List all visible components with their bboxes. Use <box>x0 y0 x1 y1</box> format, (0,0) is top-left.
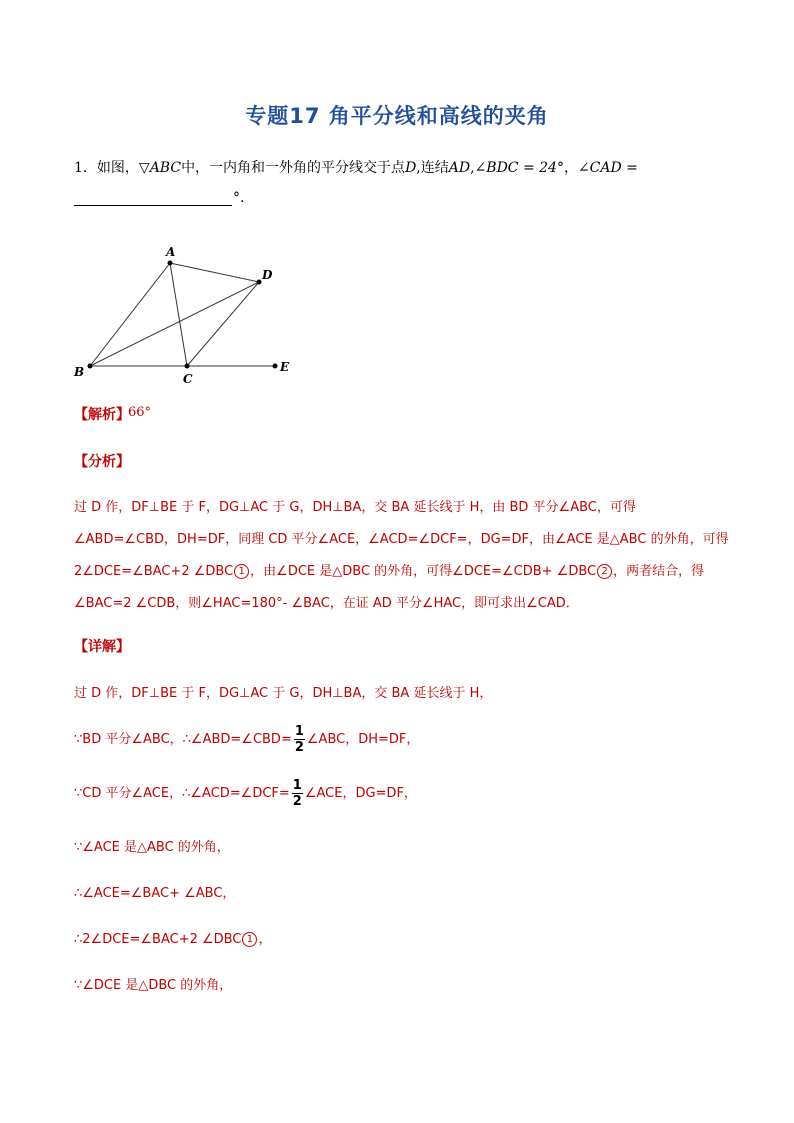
fraction-denominator: 2 <box>294 740 304 755</box>
analysis-line-3c: ，两者结合，得 <box>613 564 705 579</box>
label-d: D <box>262 268 273 282</box>
fraction-numerator: 1 <box>294 724 304 739</box>
analysis-line-3b: ，由∠DCE 是△DBC 的外角，可得∠DCE=∠CDB+ ∠DBC <box>250 564 597 579</box>
answer-tag: 【解析】 <box>74 407 130 423</box>
label-b: B <box>74 365 85 379</box>
detail-line-6 <box>74 928 271 947</box>
line-bd <box>90 282 259 366</box>
analysis-tag: 【分析】 <box>74 454 130 470</box>
blank-tail: °. <box>233 190 245 206</box>
detail-line-4: ∵∠ACE 是△ABC 的外角， <box>74 840 230 855</box>
fraction-numerator-2: 1 <box>292 778 302 793</box>
point-c-dot <box>185 364 190 369</box>
line-ac <box>170 263 187 366</box>
page-title: 专题17 角平分线和高线的夹角 <box>245 104 549 128</box>
point-e-dot <box>273 364 278 369</box>
analysis-line-3a: 2∠DCE=∠BAC+2 ∠DBC <box>74 564 234 579</box>
line-ad <box>170 263 259 282</box>
analysis-line-2: ∠ABD=∠CBD，DH=DF，同理 CD 平分∠ACE，∠ACD=∠DCF=，DG=DF，由∠ACE 是△ABC 的外角，可得 <box>74 532 729 547</box>
detail-line-3 <box>74 778 417 809</box>
detail-tag: 【详解】 <box>74 639 130 655</box>
detail-line-5: ∴∠ACE=∠BAC+ ∠ABC， <box>74 886 236 901</box>
detail-line-7: ∵∠DCE 是△DBC 的外角， <box>74 978 233 993</box>
detail-line-2b: ∠ABC，DH=DF， <box>306 732 420 747</box>
geometry-figure <box>70 240 300 390</box>
fraction-half-2 <box>292 778 303 809</box>
fraction-denominator-2: 2 <box>292 794 302 809</box>
question-number: 1． <box>74 160 97 176</box>
detail-line-3b: ∠ACE，DG=DF， <box>304 786 417 801</box>
label-c: C <box>183 372 193 386</box>
analysis-line-3 <box>74 560 704 579</box>
line-cd <box>187 282 259 366</box>
label-a: A <box>166 245 176 259</box>
fraction-half <box>294 724 305 755</box>
detail-line-2 <box>74 724 419 755</box>
question-part1: 如图， <box>96 160 139 176</box>
question-part4: , <box>470 160 475 176</box>
angle-bdc: ∠BDC = 24° <box>474 160 564 176</box>
detail-line-3a: ∵CD 平分∠ACE，∴∠ACD=∠DCF= <box>74 786 290 801</box>
circled-number-1b: 1 <box>242 932 257 947</box>
point-d: D <box>405 160 417 176</box>
question-part5: ， <box>563 160 578 176</box>
segment-ad: AD <box>448 160 471 176</box>
point-a-dot <box>168 261 173 266</box>
label-e: E <box>280 360 290 374</box>
point-d-dot <box>257 280 262 285</box>
analysis-line-4: ∠BAC=2 ∠CDB，则∠HAC=180°- ∠BAC，在证 AD 平分∠HAC，即可求出∠CAD． <box>74 596 579 611</box>
detail-line-1: 过 D 作，DF⊥BE 于 F，DG⊥AC 于 G，DH⊥BA，交 BA 延长线于 H， <box>74 686 493 701</box>
circled-number-2: 2 <box>597 564 612 579</box>
question-text <box>74 157 638 177</box>
triangle-abc: ▽ABC <box>138 160 182 176</box>
question-part2: 中，一内角和一外角的平分线交于点 <box>181 160 406 176</box>
circled-number-1: 1 <box>234 564 249 579</box>
angle-cad: ∠CAD = <box>577 160 638 176</box>
question-part3: ,连结 <box>416 160 449 176</box>
detail-line-6b: ， <box>258 932 272 947</box>
line-ba <box>90 263 170 366</box>
point-b-dot <box>88 364 93 369</box>
answer-blank <box>74 205 232 206</box>
analysis-line-1: 过 D 作，DF⊥BE 于 F，DG⊥AC 于 G，DH⊥BA，交 BA 延长线于 H，由 BD 平分∠ABC，可得 <box>74 500 636 515</box>
detail-line-6a: ∴2∠DCE=∠BAC+2 ∠DBC <box>74 932 242 947</box>
answer-value: 66° <box>128 405 152 420</box>
detail-line-2a: ∵BD 平分∠ABC，∴∠ABD=∠CBD= <box>74 732 292 747</box>
